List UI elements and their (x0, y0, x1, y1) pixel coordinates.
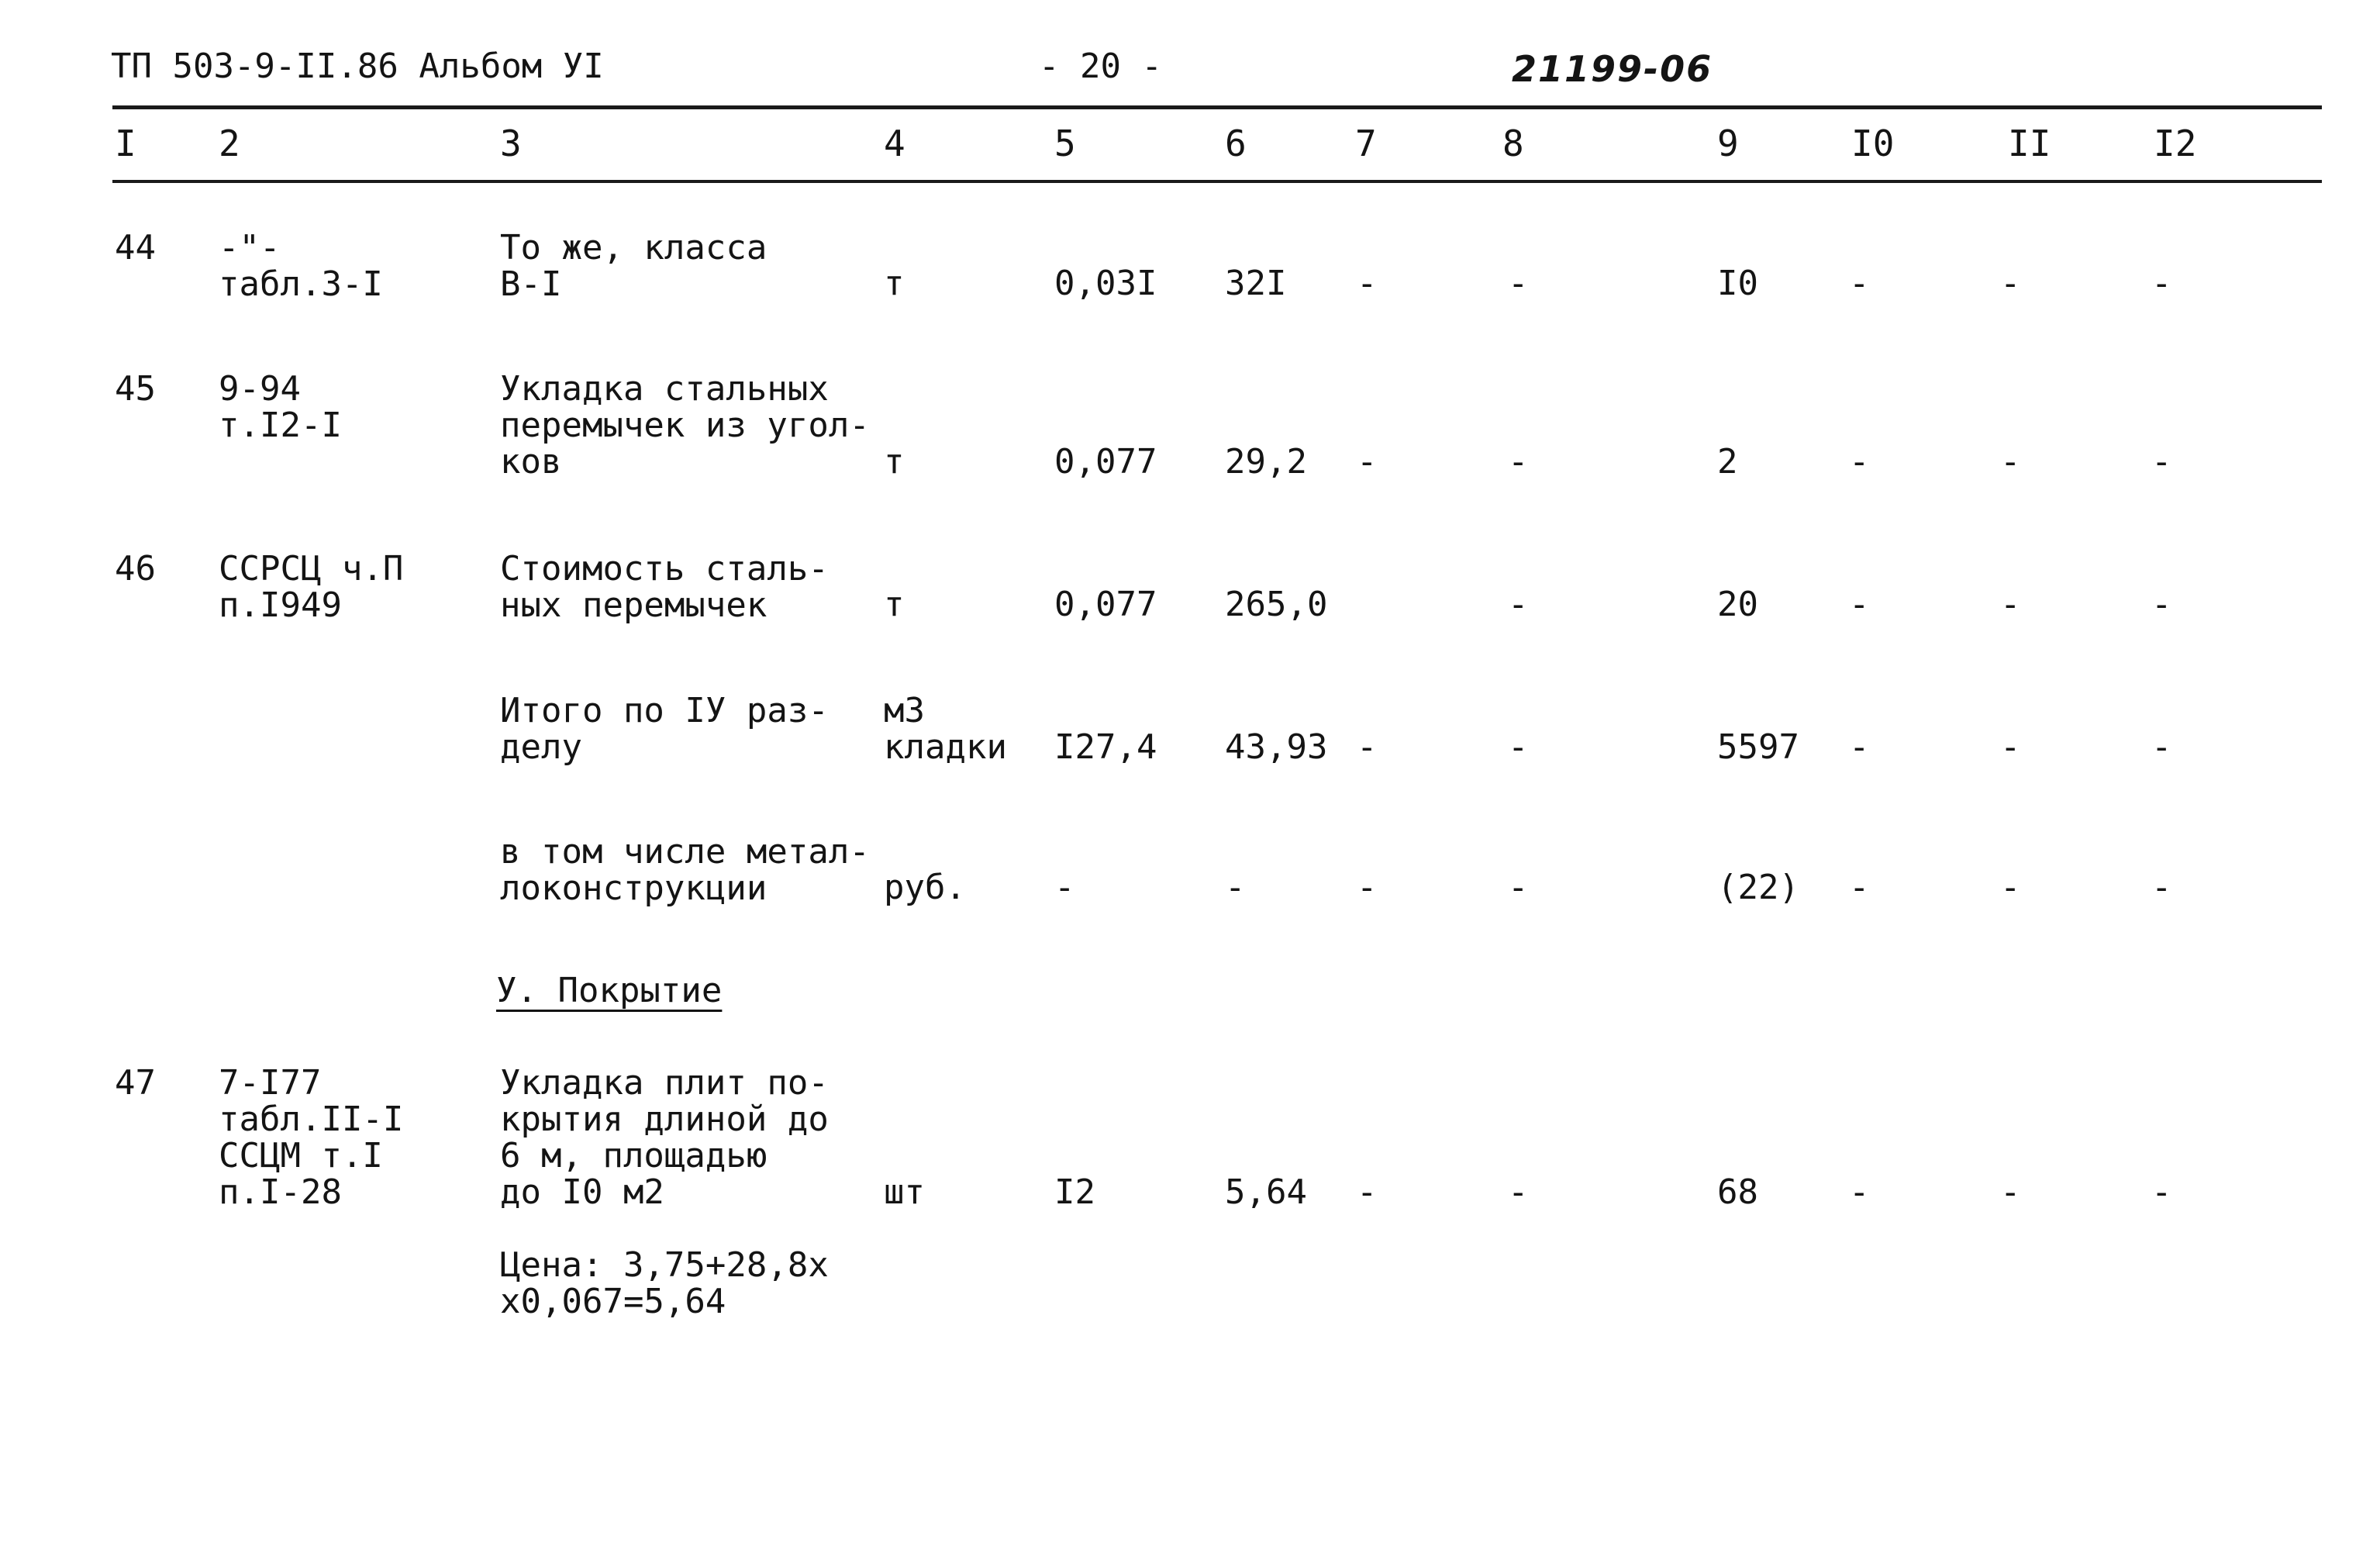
subtotal-quantity: I27,4 (1054, 727, 1157, 767)
row-description: Стоимость сталь- ных перемычек (500, 549, 829, 625)
subtotal-col7: - (1357, 727, 1378, 767)
row-col11: - (2000, 1172, 2021, 1212)
header-top-rule (112, 105, 2322, 109)
detail-col12: - (2151, 868, 2172, 907)
column-number-10: I0 (1851, 123, 1895, 164)
detail-unit: руб. (884, 868, 966, 907)
row-description: То же, класса В-I (500, 228, 767, 304)
row-unit: т (884, 585, 905, 624)
row-col11: - (2000, 442, 2021, 482)
row-col12: - (2151, 442, 2172, 482)
row-reference: 7-I77 табл.II-I ССЦМ т.I п.I-28 (219, 1063, 404, 1212)
row-price: 265,0 (1225, 585, 1328, 624)
row-number: 45 (115, 369, 156, 409)
column-number-12: I2 (2154, 123, 2197, 164)
subtotal-price: 43,93 (1225, 727, 1328, 767)
row-unit: т (884, 264, 905, 303)
archive-stamp-number: 21199-06 (1512, 48, 1713, 90)
row-col7: - (1357, 1172, 1378, 1212)
row-col8: - (1508, 264, 1529, 303)
row-unit: шт (884, 1172, 925, 1212)
row-quantity: I2 (1054, 1172, 1095, 1212)
subtotal-unit: м3 кладки (884, 691, 1007, 767)
row-quantity: 0,03I (1054, 264, 1157, 303)
subtotal-col9: 5597 (1717, 727, 1799, 767)
row-col9: I0 (1717, 264, 1758, 303)
row-col10: - (1849, 442, 1870, 482)
column-number-6: 6 (1225, 123, 1247, 164)
row-unit: т (884, 442, 905, 482)
column-number-4: 4 (884, 123, 905, 164)
column-number-3: 3 (500, 123, 522, 164)
row-number: 46 (115, 549, 156, 589)
detail-col7: - (1357, 868, 1378, 907)
detail-col8: - (1508, 868, 1529, 907)
row-number: 44 (115, 228, 156, 268)
row-number: 47 (115, 1063, 156, 1103)
detail-description: в том числе метал- локонструкции (500, 832, 870, 908)
column-number-2: 2 (219, 123, 240, 164)
row-col11: - (2000, 264, 2021, 303)
column-number-7: 7 (1355, 123, 1377, 164)
row-reference: -"- табл.3-I (219, 228, 383, 304)
subtotal-col10: - (1849, 727, 1870, 767)
price-calculation-note: Цена: 3,75+28,8х х0,067=5,64 (500, 1245, 829, 1321)
row-col8: - (1508, 1172, 1529, 1212)
detail-price: - (1225, 868, 1246, 907)
row-col12: - (2151, 1172, 2172, 1212)
row-price: 32I (1225, 264, 1287, 303)
subtotal-description: Итого по IУ раз- делу (500, 691, 829, 767)
row-description: Укладка плит по- крытия длиной до 6 м, площадью до I0 м2 (500, 1063, 829, 1212)
column-number-8: 8 (1502, 123, 1524, 164)
subtotal-col11: - (2000, 727, 2021, 767)
row-col9: 68 (1717, 1172, 1758, 1212)
row-col7: - (1357, 442, 1378, 482)
row-col10: - (1849, 264, 1870, 303)
subtotal-col8: - (1508, 727, 1529, 767)
page-number: - 20 - (1039, 47, 1162, 86)
row-description: Укладка стальных перемычек из угол- ков (500, 369, 870, 482)
detail-col10: - (1849, 868, 1870, 907)
row-quantity: 0,077 (1054, 585, 1157, 624)
row-reference: 9-94 т.I2-I (219, 369, 342, 445)
column-number-5: 5 (1054, 123, 1076, 164)
row-col9: 20 (1717, 585, 1758, 624)
row-col8: - (1508, 442, 1529, 482)
row-reference: ССРСЦ ч.П п.I949 (219, 549, 404, 625)
row-price: 29,2 (1225, 442, 1307, 482)
row-col8: - (1508, 585, 1529, 624)
row-col12: - (2151, 264, 2172, 303)
row-price: 5,64 (1225, 1172, 1307, 1212)
row-col7: - (1357, 264, 1378, 303)
detail-col11: - (2000, 868, 2021, 907)
row-quantity: 0,077 (1054, 442, 1157, 482)
subtotal-col12: - (2151, 727, 2172, 767)
row-col11: - (2000, 585, 2021, 624)
row-col12: - (2151, 585, 2172, 624)
detail-col9: (22) (1717, 868, 1799, 907)
header-bottom-rule (112, 180, 2322, 183)
row-col9: 2 (1717, 442, 1738, 482)
column-number-11: II (2008, 123, 2051, 164)
row-col10: - (1849, 585, 1870, 624)
document-reference: ТП 503-9-II.86 Альбом УI (111, 47, 604, 86)
row-col10: - (1849, 1172, 1870, 1212)
detail-quantity: - (1054, 868, 1075, 907)
column-number-9: 9 (1717, 123, 1739, 164)
section-heading: У. Покрытие (496, 971, 723, 1010)
column-number-1: I (115, 123, 136, 164)
